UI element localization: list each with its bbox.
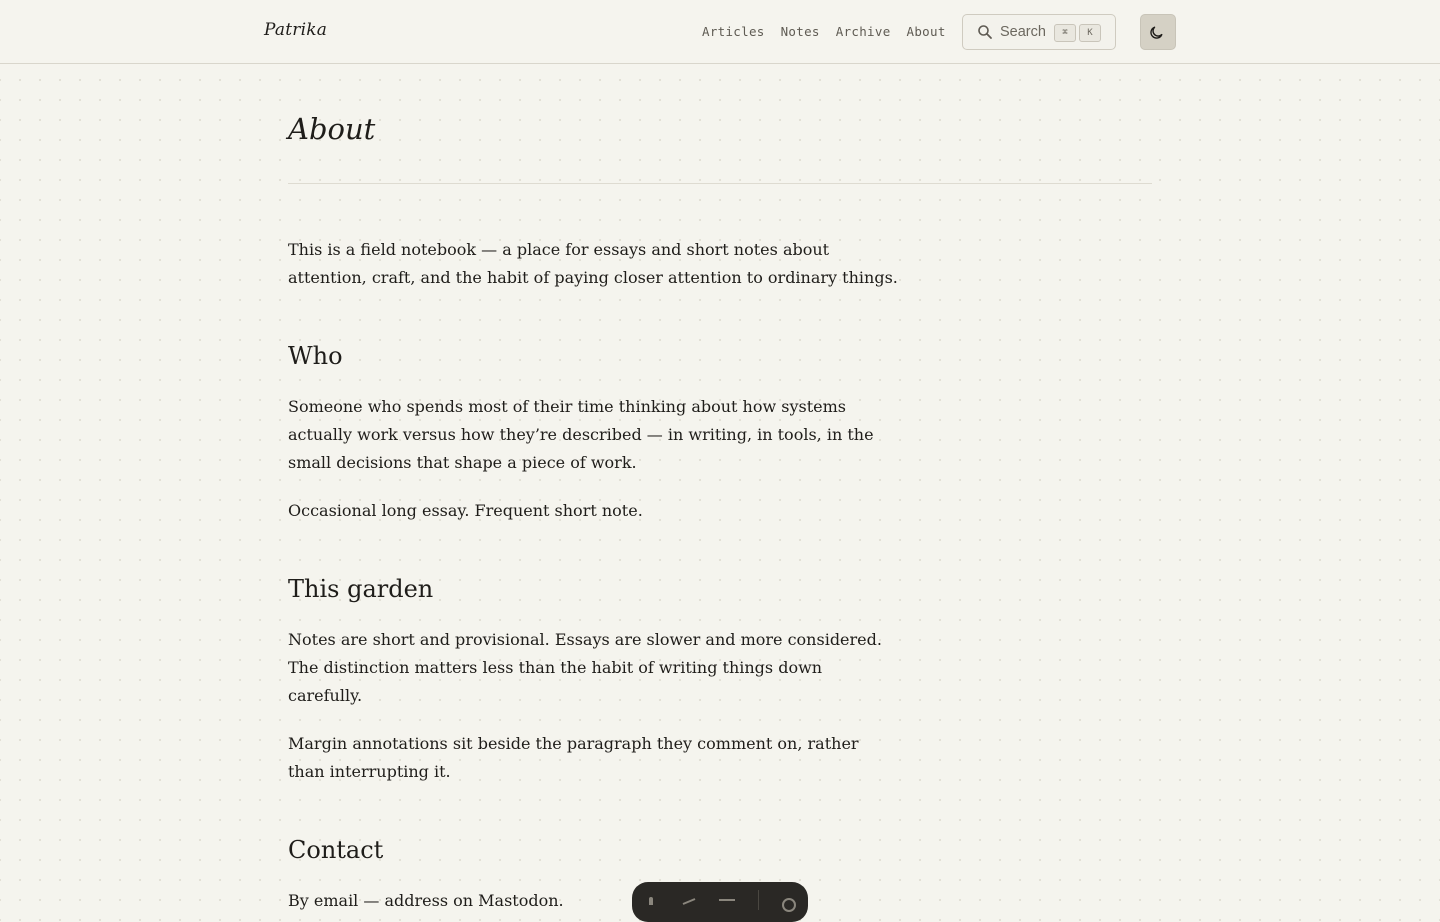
toolbar-menu-icon[interactable] xyxy=(719,890,735,900)
toolbar-separator xyxy=(758,890,759,910)
page-title: About xyxy=(288,112,376,146)
garden-paragraph-2: Margin annotations sit beside the paragraph they comment on, rather than interrupting it. xyxy=(288,734,859,781)
who-paragraph-1: Someone who spends most of their time thinking about how systems actually work versus how they’re described — in writing, in tools, in the small decisions that shape a piece of work. xyxy=(288,397,874,472)
moon-icon xyxy=(1150,24,1166,40)
nav-articles[interactable]: Articles xyxy=(702,24,765,39)
intro-paragraph: This is a field notebook — a place for essays and short notes about attention, craft, and the habit of paying closer attention to ordinary things. xyxy=(288,240,898,287)
garden-paragraph-1: Notes are short and provisional. Essays are slower and more considered. The distinction matters less than the habit of writing things down carefully. xyxy=(288,630,882,705)
shortcut-k-key: K xyxy=(1079,24,1101,42)
shortcut-mod-key: ⌘ xyxy=(1054,24,1076,42)
section-heading-who: Who xyxy=(288,342,343,370)
toolbar-tool-icon-1[interactable] xyxy=(643,890,659,900)
who-paragraph-2: Occasional long essay. Frequent short note. xyxy=(288,501,643,520)
main-nav xyxy=(702,24,946,39)
section-heading-garden: This garden xyxy=(288,575,434,603)
contact-paragraph: By email — address on Mastodon. xyxy=(288,891,564,910)
site-header xyxy=(0,0,1440,64)
search-label: Search xyxy=(1000,24,1046,40)
nav-about[interactable]: About xyxy=(906,24,946,39)
toolbar-settings-icon[interactable] xyxy=(781,890,797,900)
toolbar-tool-icon-2[interactable] xyxy=(681,890,697,900)
about-content xyxy=(288,236,898,915)
title-divider xyxy=(288,183,1152,184)
section-heading-contact: Contact xyxy=(288,836,384,864)
site-brand[interactable]: Patrika xyxy=(264,20,328,40)
floating-toolbar xyxy=(632,882,808,922)
nav-archive[interactable]: Archive xyxy=(835,24,891,39)
search-shortcut xyxy=(1054,24,1101,42)
search-button[interactable] xyxy=(962,14,1116,50)
theme-toggle-button[interactable] xyxy=(1140,14,1176,50)
nav-notes[interactable]: Notes xyxy=(780,24,820,39)
search-icon xyxy=(977,24,993,40)
